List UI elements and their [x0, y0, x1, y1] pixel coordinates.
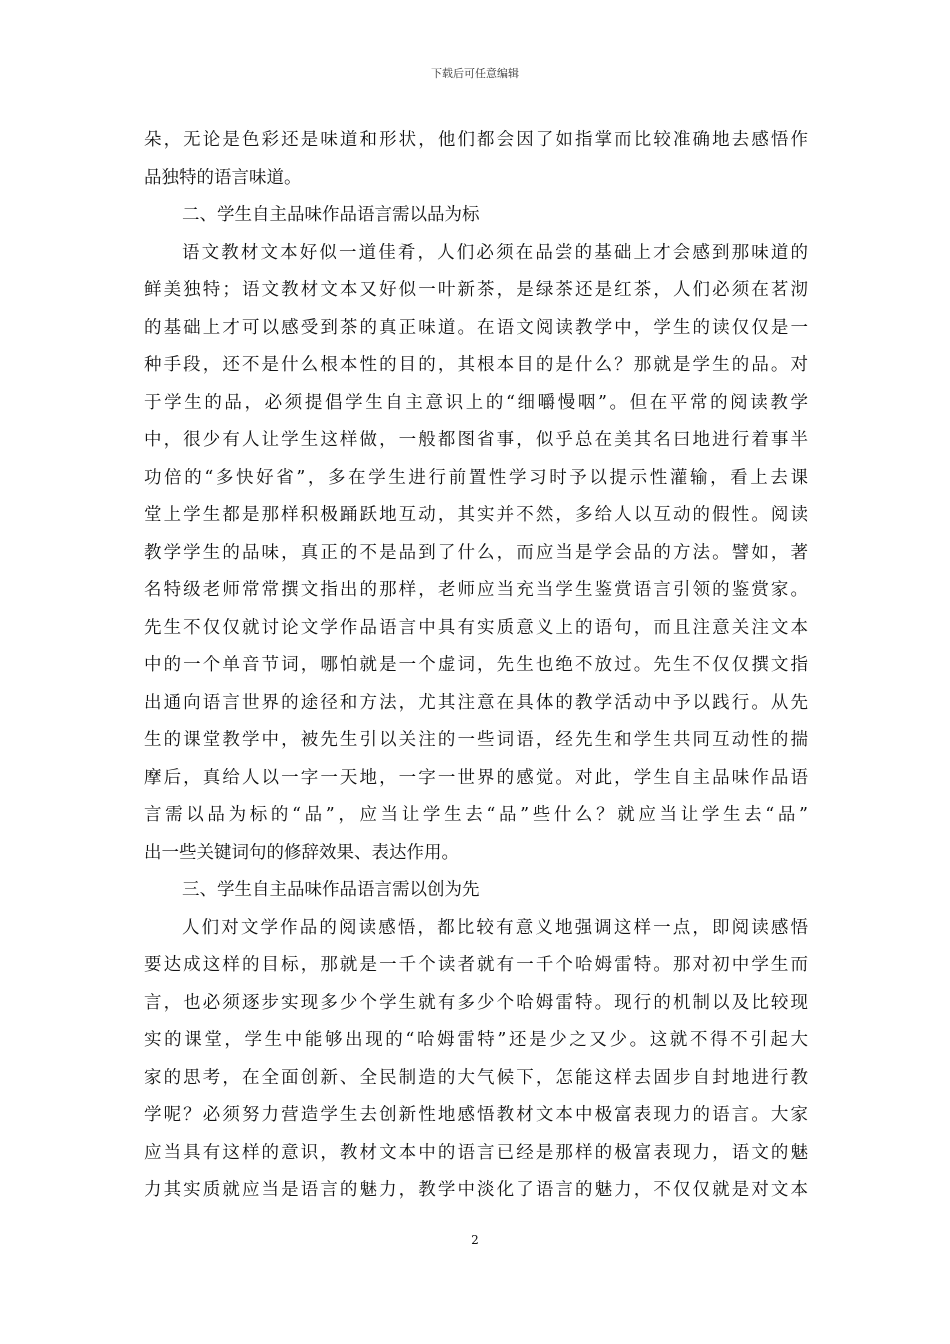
paragraph-line: 中，很少有人让学生这样做，一般都图省事，似乎总在美其名曰地进行着事半	[144, 430, 808, 450]
paragraph-line: 名特级老师常常撰文指出的那样，老师应当充当学生鉴赏语言引领的鉴赏家。	[144, 580, 808, 600]
paragraph-line: 品独特的语言味道。	[144, 167, 302, 188]
paragraph-line: 于学生的品，必须提倡学生自主意识上的“细嚼慢咽”。但在平常的阅读教学	[144, 392, 808, 413]
paragraph-line: 人们对文学作品的阅读感悟，都比较有意义地强调这样一点，即阅读感悟	[182, 917, 808, 938]
section-heading: 二、学生自主品味作品语言需以品为标	[182, 205, 480, 225]
paragraph-line: 教学学生的品味，真正的不是品到了什么，而应当是学会品的方法。譬如，著	[144, 542, 808, 563]
paragraph-line: 种手段，还不是什么根本性的目的，其根本目的是什么？那就是学生的品。对	[144, 355, 808, 375]
page-header: 下载后可任意编辑	[431, 67, 519, 80]
paragraph-line: 应当具有这样的意识，教材文本中的语言已经是那样的极富表现力，语文的魅	[144, 1142, 808, 1163]
paragraph-line: 中的一个单音节词，哪怕就是一个虚词，先生也绝不放过。先生不仅仅撰文指	[144, 655, 808, 675]
paragraph-line: 实的课堂，学生中能够出现的“哈姆雷特”还是少之又少。这就不得不引起大	[144, 1030, 808, 1050]
paragraph-line: 先生不仅仅就讨论文学作品语言中具有实质意义上的语句，而且注意关注文本	[144, 617, 808, 638]
paragraph-line: 语文教材文本好似一道佳肴，人们必须在品尝的基础上才会感到那味道的	[182, 242, 808, 263]
paragraph-line: 家的思考，在全面创新、全民制造的大气候下，怎能这样去固步自封地进行教	[144, 1067, 808, 1088]
paragraph-line: 堂上学生都是那样积极踊跃地互动，其实并不然，多给人以互动的假性。阅读	[144, 505, 808, 525]
paragraph-line: 学呢？必须努力营造学生去创新性地感悟教材文本中极富表现力的语言。大家	[144, 1105, 808, 1125]
paragraph-line: 鲜美独特；语文教材文本又好似一叶新茶，是绿茶还是红茶，人们必须在茗沏	[144, 280, 808, 300]
paragraph-line: 出一些关键词句的修辞效果、表达作用。	[144, 842, 459, 863]
paragraph-line: 摩后，真给人以一字一天地，一字一世界的感觉。对此，学生自主品味作品语	[144, 767, 808, 788]
paragraph-line: 出通向语言世界的途径和方法，尤其注意在具体的教学活动中予以践行。从先	[144, 692, 808, 713]
paragraph-line: 的基础上才可以感受到茶的真正味道。在语文阅读教学中，学生的读仅仅是一	[144, 317, 808, 338]
paragraph-line: 功倍的“多快好省”，多在学生进行前置性学习时予以提示性灌输，看上去课	[144, 467, 808, 488]
paragraph-line: 言需以品为标的“品”，应当让学生去“品”些什么？就应当让学生去“品”	[144, 805, 808, 825]
paragraph-line: 生的课堂教学中，被先生引以关注的一些词语，经先生和学生共同互动性的揣	[144, 730, 808, 750]
paragraph-line: 要达成这样的目标，那就是一千个读者就有一千个哈姆雷特。那对初中学生而	[144, 955, 808, 975]
document-body	[144, 122, 808, 1210]
paragraph-line: 力其实质就应当是语言的魅力，教学中淡化了语言的魅力，不仅仅就是对文本	[144, 1180, 808, 1200]
page-number: 2	[471, 1233, 479, 1247]
paragraph-line: 言，也必须逐步实现多少个学生就有多少个哈姆雷特。现行的机制以及比较现	[144, 992, 808, 1013]
section-heading: 三、学生自主品味作品语言需以创为先	[182, 880, 480, 900]
paragraph-line: 朵，无论是色彩还是味道和形状，他们都会因了如指掌而比较准确地去感悟作	[144, 130, 808, 150]
